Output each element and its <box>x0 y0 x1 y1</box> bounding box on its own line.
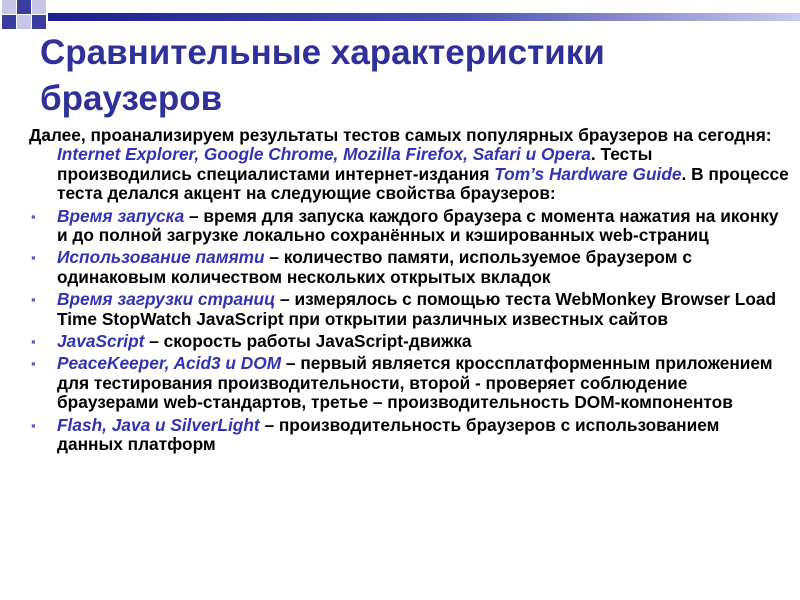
slide-title: Сравнительные характеристики браузеров <box>40 33 605 118</box>
list-item <box>29 207 789 246</box>
decor-square <box>32 15 46 29</box>
list-item <box>29 416 789 455</box>
item-text: – количество памяти, используемое браузером с одинаковым количеством нескольких открытых вкладок <box>57 247 692 287</box>
item-term: Flash, Java и SilverLight <box>57 414 260 435</box>
criteria-list <box>29 207 789 455</box>
list-item <box>29 354 789 412</box>
intro-paragraph <box>29 126 789 204</box>
item-term: JavaScript <box>57 331 145 352</box>
bullet-icon: ▪ <box>31 208 36 224</box>
intro-text: . В процессе теста делался акцент на следующие свойства браузеров: <box>57 163 789 204</box>
item-term: PeaceKeeper, Acid3 и DOM <box>57 353 282 374</box>
bullet-icon: ▪ <box>31 250 36 266</box>
decor-square <box>17 0 31 14</box>
intro-text: Далее, проанализируем результаты тестов самых популярных браузеров на сегодня: <box>29 125 772 145</box>
item-text: – время для запуска каждого браузера с момента нажатия на иконку и до полной загрузке локально сохранённых и кэшированных web-страниц <box>57 205 779 246</box>
decor-square <box>17 15 31 29</box>
list-item <box>29 332 789 351</box>
item-term: Время запуска <box>57 205 185 226</box>
source-name: Tom’s Hardware Guide <box>494 163 682 184</box>
item-text: – первый является кроссплатформенным приложением для тестирования производительности, второй - проверяет соблюдение браузерами web-стандартов, третье – производительность DOM-компонентов <box>57 353 773 413</box>
bullet-icon: ▪ <box>31 292 36 308</box>
bullet-icon: ▪ <box>31 417 36 433</box>
list-item <box>29 290 789 329</box>
decor-square <box>2 15 16 29</box>
list-item <box>29 248 789 287</box>
slide-body <box>29 126 789 458</box>
title-accent-bar <box>48 13 800 21</box>
item-text: – производительность браузеров с использованием данных платформ <box>57 414 720 455</box>
browser-list: Internet Explorer, Google Chrome, Mozilla Firefox, Safari и Opera <box>57 144 591 165</box>
item-text: – скорость работы JavaScript-движка <box>144 331 472 352</box>
item-text: – измерялось с помощью теста WebMonkey Browser Load Time StopWatch JavaScript при открытии различных известных сайтов <box>57 289 777 329</box>
item-term: Использование памяти <box>57 247 265 268</box>
decor-square <box>32 0 46 14</box>
intro-text: . Тесты производились специалистами интернет-издания <box>57 144 653 184</box>
bullet-icon: ▪ <box>31 334 36 350</box>
decor-square <box>2 0 16 14</box>
bullet-icon: ▪ <box>31 356 36 372</box>
item-term: Время загрузки страниц <box>57 289 276 310</box>
